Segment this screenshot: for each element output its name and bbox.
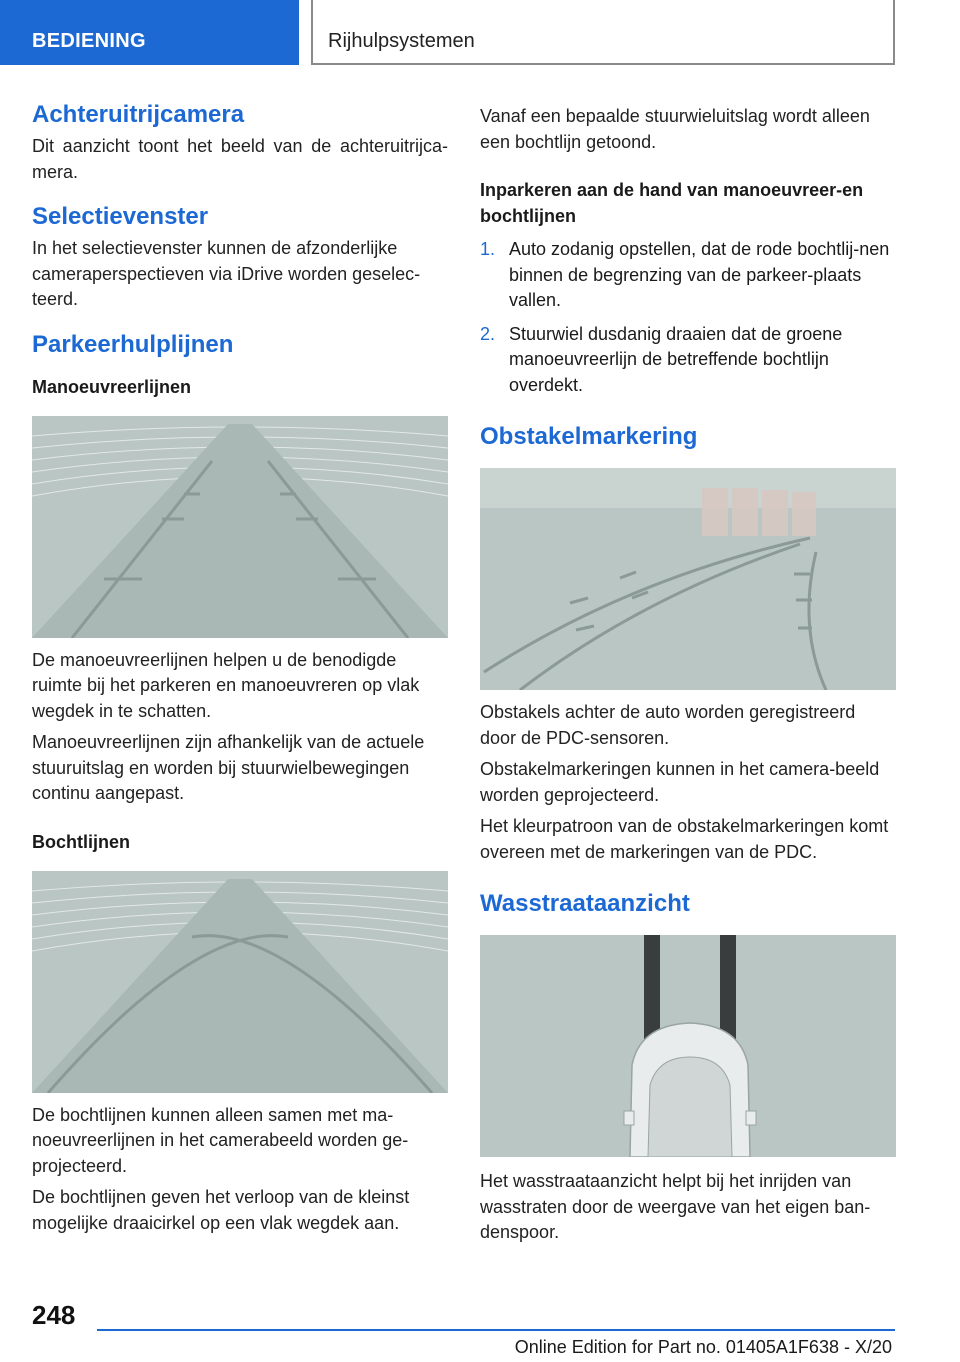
chapter-tab — [311, 0, 895, 65]
maneuver-paragraph-1: De manoeuvreerlijnen helpen u de benodigde ruimte bij het parkeren en manoeuvreren op vlak wegdek in te schatten. — [32, 649, 420, 721]
curve-lines-image — [32, 871, 448, 1093]
curve-paragraph-2: De bochtlijnen geven het verloop van de kleinst mogelijke draaicirkel op een vlak wegdek aan. — [32, 1187, 410, 1233]
intro-paragraph: Vanaf een bepaalde stuurwieluitslag wordt alleen een bochtlijn getoond. — [480, 106, 870, 152]
selection-paragraph: In het selectievenster kunnen de afzonderlijke cameraperspectieven via iDrive worden geselec-teerd. — [32, 238, 421, 309]
list-item — [480, 237, 896, 314]
wash-paragraph: Het wasstraataanzicht helpt bij het inrijden van wasstraten door de weergave van het eigen ban-denspoor. — [480, 1171, 871, 1242]
right-column — [480, 104, 896, 1246]
step-text: Stuurwiel dusdanig draaien dat de groene manoeuvreerlijn de betreffende bochtlijn overdekt. — [509, 323, 843, 395]
edition-note: Online Edition for Part no. 01405A1F638 - X/20 — [514, 1337, 892, 1357]
curve-subheading: Bochtlijnen — [32, 831, 130, 852]
obstacle-paragraph-1: Obstakels achter de auto worden geregistreerd door de PDC-sensoren. — [480, 702, 856, 748]
section-tab — [0, 0, 299, 65]
wash-heading: Wasstraataanzicht — [480, 890, 690, 917]
section-label: BEDIENING — [32, 30, 146, 52]
camera-heading: Achteruitrijcamera — [32, 101, 245, 128]
left-column — [32, 100, 448, 1236]
list-item — [480, 322, 896, 399]
parking-procedure-subheading: Inparkeren aan de hand van manoeuvreer-en bochtlijnen — [480, 180, 864, 226]
parking-heading: Parkeerhulplijnen — [32, 330, 234, 358]
step-list — [480, 237, 896, 398]
obstacle-marking-image — [480, 468, 896, 690]
step-number: 1. — [480, 239, 496, 259]
page-number: 248 — [32, 1300, 76, 1330]
curve-paragraph-1: De bochtlijnen kunnen alleen samen met ma-noeuvreerlijnen in het camerabeeld worden ge-projecteerd. — [32, 1104, 409, 1176]
step-text: Auto zodanig opstellen, dat de rode bochtlij-nen binnen de begrenzing van de parkeer-plaats vallen. — [509, 239, 890, 310]
selection-heading: Selectievenster — [32, 203, 209, 230]
obstacle-heading: Obstakelmarkering — [480, 423, 698, 450]
footer-divider — [97, 1329, 895, 1331]
obstacle-paragraph-2: Obstakelmarkeringen kunnen in het camera-beeld worden geprojecteerd. — [480, 759, 880, 805]
camera-paragraph: Dit aanzicht toont het beeld van de achteruitrijca-mera. — [32, 136, 448, 182]
step-number: 2. — [480, 323, 496, 344]
maneuver-paragraph-2: Manoeuvreerlijnen zijn afhankelijk van de actuele stuuruitslag en worden bij stuurwielbewegingen continu aangepast. — [32, 732, 425, 803]
obstacle-paragraph-3: Het kleurpatroon van de obstakelmarkeringen komt overeen met de markeringen van de PDC. — [480, 816, 889, 862]
car-wash-view-image — [480, 935, 896, 1157]
maneuver-subheading: Manoeuvreerlijnen — [32, 376, 192, 397]
chapter-label: Rijhulpsystemen — [328, 30, 475, 52]
maneuver-lines-image — [32, 416, 448, 638]
